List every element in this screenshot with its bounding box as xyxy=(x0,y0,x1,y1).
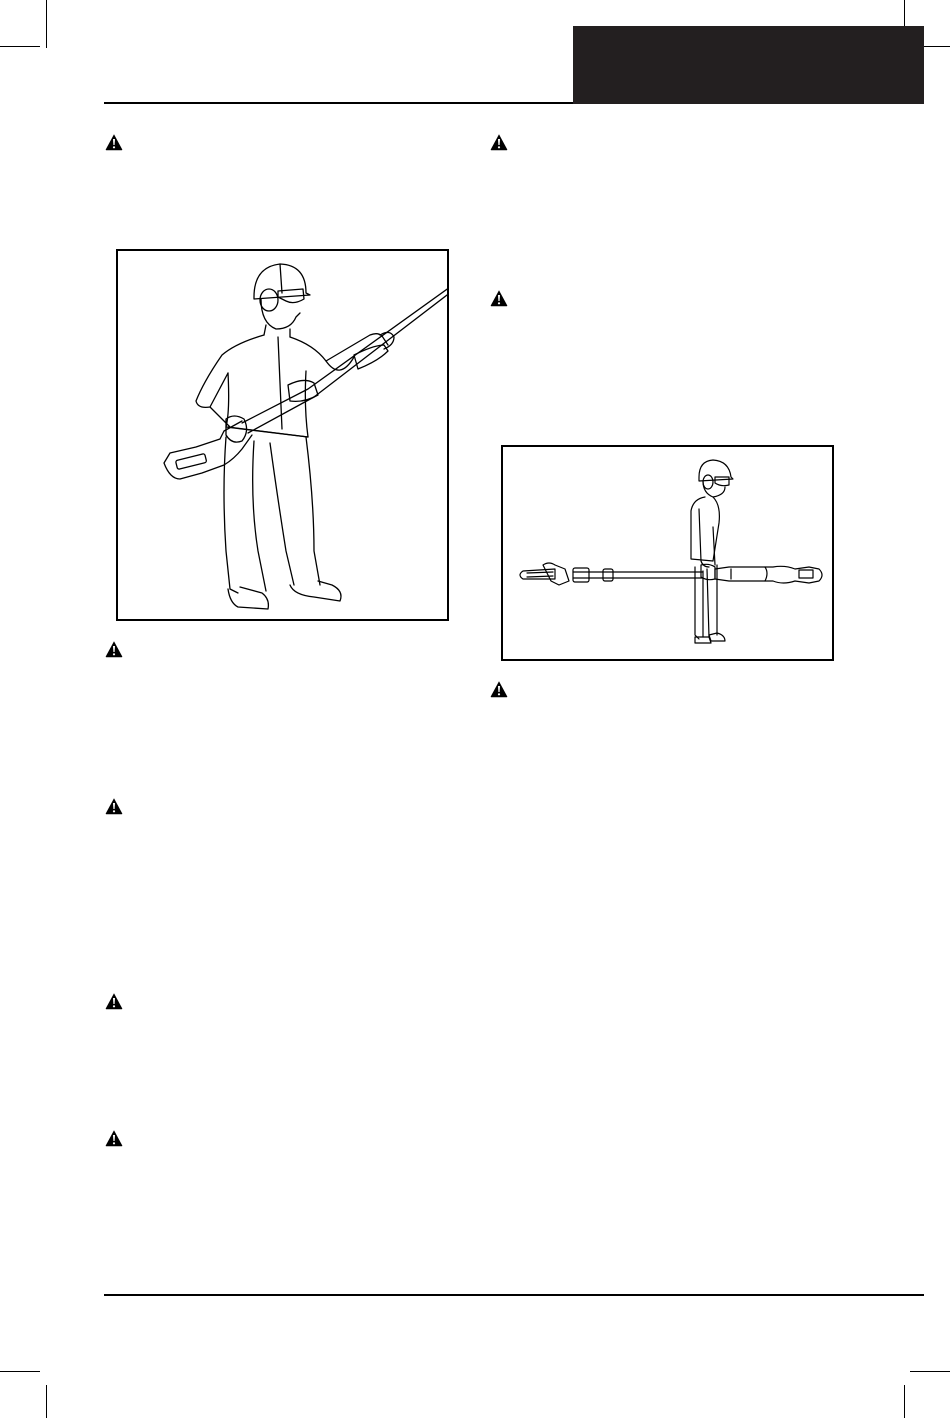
footer-rule xyxy=(104,1294,924,1296)
warning-triangle-icon xyxy=(105,133,123,151)
warning-triangle-icon xyxy=(105,640,123,658)
crop-mark xyxy=(46,1385,47,1418)
figure-operator-carrying-pole-saw xyxy=(501,445,834,661)
crop-mark xyxy=(910,1371,950,1372)
warning-triangle-icon xyxy=(490,680,508,698)
header-rule xyxy=(104,102,574,104)
warning-triangle-icon xyxy=(105,797,123,815)
crop-mark xyxy=(46,0,47,48)
warning-triangle-icon xyxy=(490,133,508,151)
crop-mark xyxy=(0,46,40,47)
crop-mark xyxy=(0,1371,40,1372)
crop-mark xyxy=(904,1385,905,1418)
warning-triangle-icon xyxy=(105,992,123,1010)
header-tab xyxy=(573,26,924,104)
figure-operator-holding-pole-saw xyxy=(116,249,449,621)
warning-triangle-icon xyxy=(490,289,508,307)
warning-triangle-icon xyxy=(105,1129,123,1147)
